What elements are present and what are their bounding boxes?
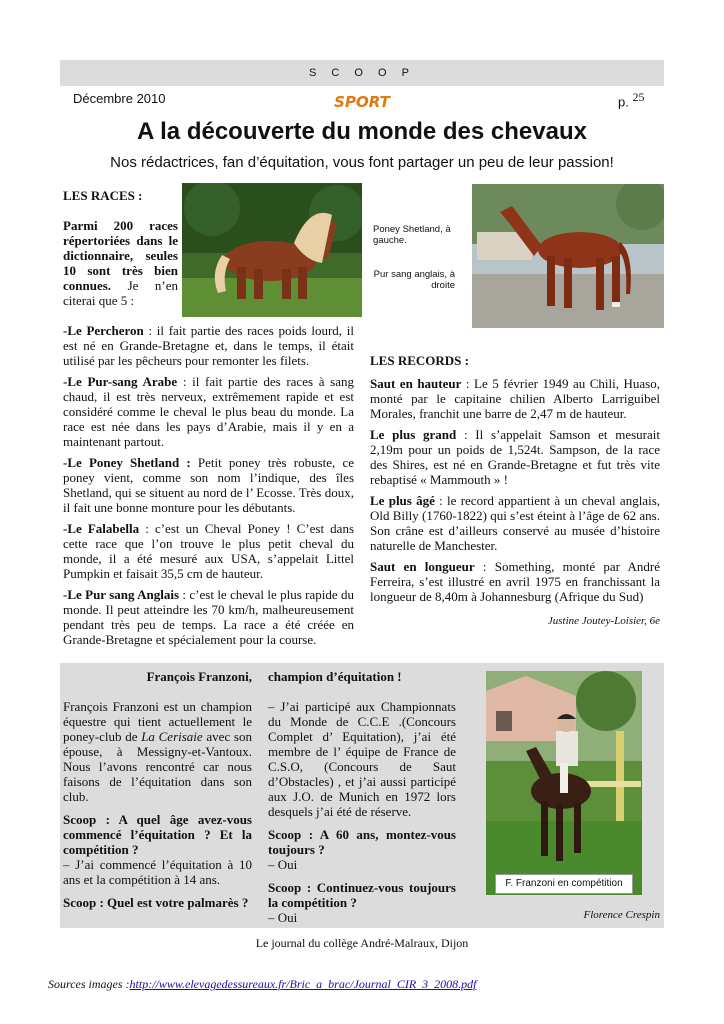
races-intro [63, 188, 178, 314]
record-name: Le plus âgé [370, 493, 435, 508]
section-title: SPORT [334, 93, 390, 111]
record-text: : le record appartient à un cheval anglais, Old Billy (1760-1822) qui s’est éteint à l’âge de 62 ans. Son crâne est d’ailleurs conservé au musée d’histoire naturelle de Manchester. [370, 493, 660, 553]
sources-label: Sources images : [48, 977, 130, 991]
races-intro-rest: Je n’en citerai que 5 : [63, 278, 178, 308]
page-number [618, 90, 644, 109]
thoroughbred-horse-photo [472, 184, 664, 328]
record-item [370, 493, 660, 553]
interview-intro [63, 699, 252, 804]
record-name: Le plus grand [370, 427, 457, 442]
race-text: : c’est le cheval le plus rapide du monde. Il peut atteindre les 70 km/h, malheureusement pendant très peu de temps. La race a été créée en Grande-Bretagne et spécialement pour la course. [63, 587, 354, 647]
club-name: La Cerisaie [141, 729, 203, 744]
races-intro-text [63, 218, 178, 308]
question-1: Scoop : A quel âge avez-vous commencé l’équitation ? Et la compétition ? [63, 812, 252, 857]
race-name: -Le Pur-sang Arabe [63, 374, 178, 389]
interview-author: Florence Crespin [583, 909, 660, 921]
page-number-value: 25 [632, 90, 645, 104]
races-intro-bold: Parmi 200 races répertoriées dans le dictionnaire, seules 10 sont très bien connues. [63, 218, 178, 293]
interview-col-left [63, 699, 252, 916]
caption-anglais: Pur sang anglais, à droite [373, 269, 455, 291]
issue-date: Décembre 2010 [73, 91, 166, 106]
shetland-pony-photo [182, 183, 362, 317]
race-name: -Le Pur sang Anglais [63, 587, 180, 602]
answer-2: – J’ai participé aux Championnats du Monde de C.C.E .(Concours Complet d’ Equitation), j’ai été membre de l’ équipe de France de C.S.O, (Concours de Saut d’Obstacles) , et j’ai aussi participé aux J.O. de Munich en 1972 lors desquels j’ai été de réserve. [268, 699, 456, 819]
interview-title-left: François Franzoni, [146, 669, 252, 684]
header-band: S C O O P [60, 60, 664, 86]
image-sources [48, 977, 477, 992]
shetland-pony-illustration [182, 183, 362, 317]
article-title: A la découverte du monde des chevaux [137, 118, 587, 145]
show-jumping-illustration [486, 671, 642, 895]
interview-title-right: champion d’équitation ! [268, 669, 402, 684]
race-name: -Le Falabella [63, 521, 140, 536]
race-name: -Le Poney Shetland : [63, 455, 191, 470]
race-item [63, 455, 354, 515]
record-text: : Something, monté par André Ferreira, s’est illustré en avril 1975 en franchissant la longueur de 8,40m à Johannesburg (Afrique du Sud) [370, 559, 660, 604]
answer-1: – J’ai commencé l’équitation à 10 ans et la compétition à 14 ans. [63, 857, 252, 887]
races-heading: LES RACES : [63, 188, 143, 203]
records-heading: LES RECORDS : [370, 353, 469, 368]
race-item [63, 521, 354, 581]
page-label: p. [618, 94, 629, 110]
sources-link[interactable]: http://www.elevagedessureaux.fr/Bric_a_brac/Journal_CIR_3_2008.pdf [129, 977, 477, 991]
race-name: -Le Percheron [63, 323, 144, 338]
records-section [370, 353, 660, 635]
interview-col-right [268, 699, 456, 931]
race-text: : il fait partie des races poids lourd, il est né en Grande-Bretagne et, dans le temps, il était utilisé par les pêcheurs pour remonter les filets. [63, 323, 354, 368]
photo-caption-franzoni: F. Franzoni en compétition [495, 874, 633, 894]
records-author: Justine Joutey-Loisier, 6e [547, 615, 660, 627]
interview-intro-rest: avec son épouse, à Messigny-et-Vantoux. Nous l’avons rencontré car nous faisons de l’équitation dans son club. [63, 729, 252, 804]
answer-3: – Oui [268, 857, 298, 872]
question-3: Scoop : A 60 ans, montez-vous toujours ? [268, 827, 456, 857]
race-item [63, 374, 354, 449]
record-text: : Le 5 février 1949 au Chili, Huaso, monté par le capitaine chilien Alberto Larriguibel Morales, franchit une barre de 2,47 m de hauteur. [370, 376, 660, 421]
show-jumping-photo [486, 671, 642, 895]
record-name: Saut en hauteur [370, 376, 462, 391]
record-item [370, 427, 660, 487]
race-text: : c’est un Cheval Poney ! C’est dans cette race que l’on trouve le plus petit cheval du monde, il a été mesuré aux USA, s’appelait Littel Pumpkin et faisait 35,5 cm de hauteur. [63, 521, 355, 581]
race-item [63, 587, 354, 647]
record-item [370, 559, 660, 604]
answer-4: – Oui [268, 910, 298, 925]
caption-shetland: Poney Shetland, à gauche. [373, 224, 451, 246]
race-item [63, 323, 354, 368]
record-item [370, 376, 660, 421]
question-4: Scoop : Continuez-vous toujours la compétition ? [268, 880, 456, 910]
record-text: : Il s’appelait Samson et mesurait 2,19m pour un poids de 1,524t. Sampson, de la race des Shires, est né en Grande-Bretagne et fut très vite rebaptisé « Mammouth » ! [370, 427, 660, 487]
race-text: : il fait partie des races à sang chaud, il est très nerveux, extrêmement rapide et est considéré comme le cheval le plus beau du monde. La race est née dans les pays d’Arabie, mais il y en a maintenant partout. [63, 374, 354, 449]
journal-footer: Le journal du collège André-Malraux, Dijon [255, 936, 469, 950]
thoroughbred-illustration [472, 184, 664, 328]
races-list [63, 323, 354, 653]
article-subtitle: Nos rédactrices, fan d’équitation, vous font partager un peu de leur passion! [110, 154, 614, 171]
question-2: Scoop : Quel est votre palmarès ? [63, 895, 249, 910]
record-name: Saut en longueur [370, 559, 475, 574]
race-text: Petit poney très robuste, ce poney vient, comme son nom l’indique, des îles Shetland, qui se situent au nord de l’ Ecosse. Très doux, il fait une bonne monture pour les débutants. [63, 455, 355, 515]
interview-intro-text: François Franzoni est un champion équestre qui tient actuellement le poney-club de [63, 699, 252, 744]
